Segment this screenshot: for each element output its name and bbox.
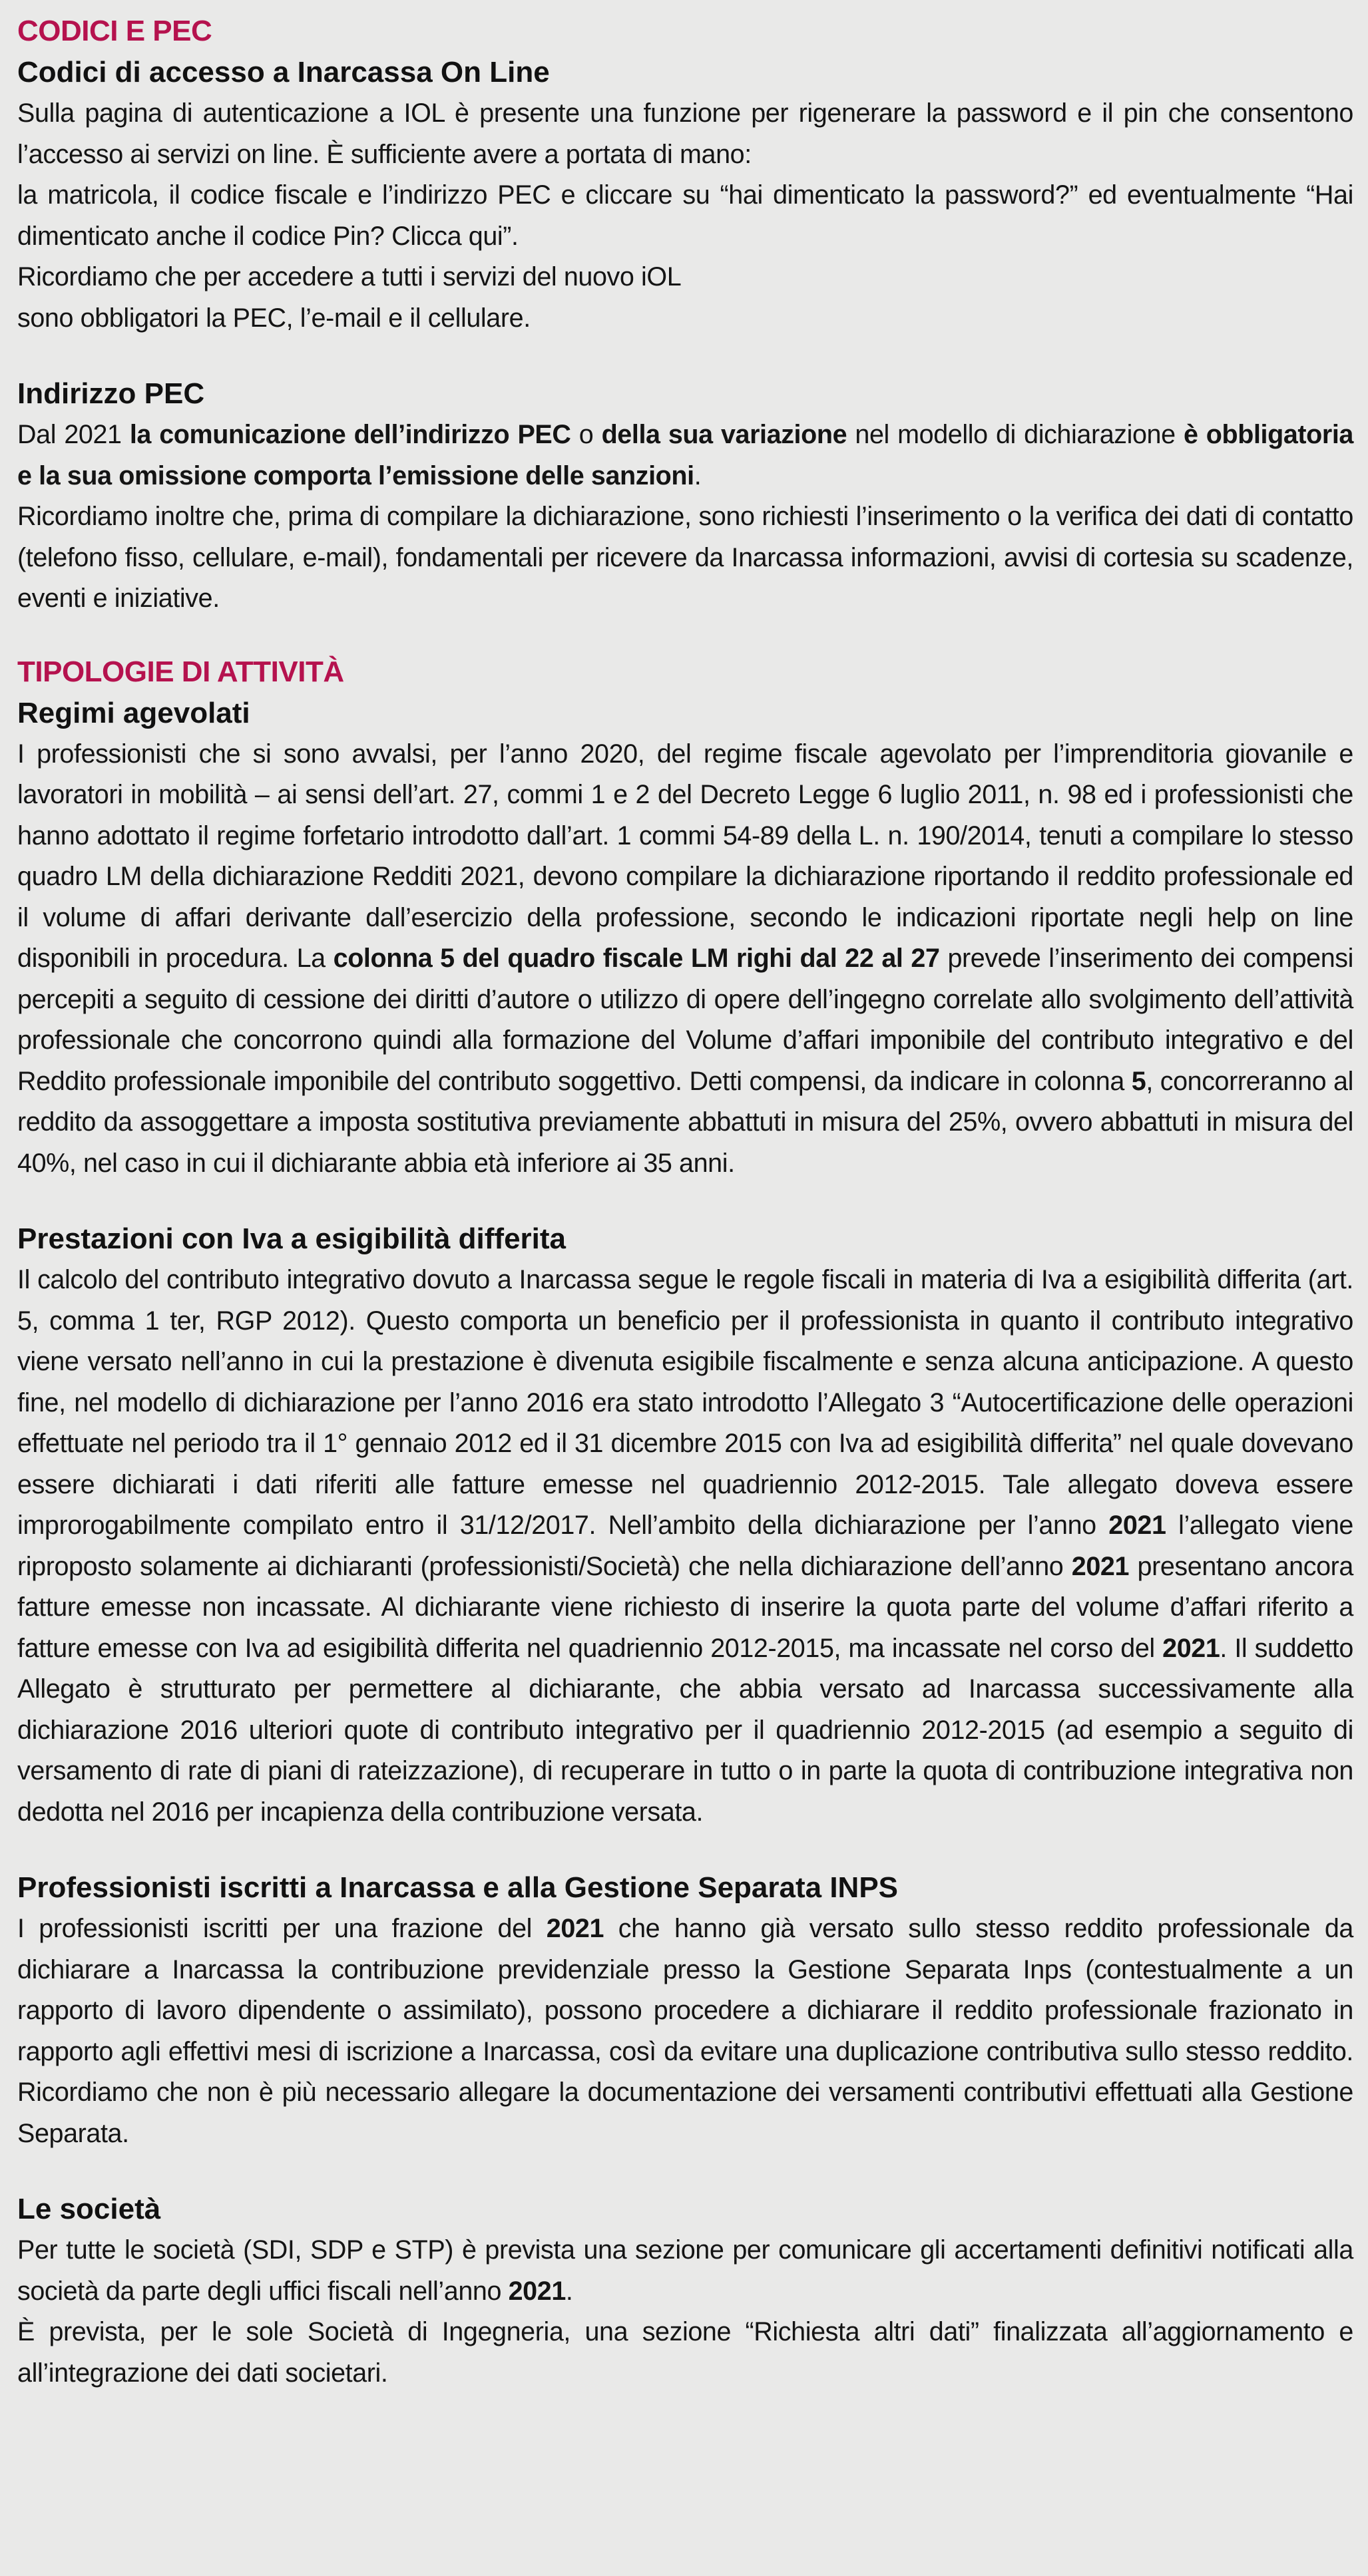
text-run: che hanno già versato sullo stesso reddito professionale da dichiarare a Inarcassa la contribuzione previdenziale presso la Gestione Separata Inps (contestualmente a un rapporto di lavoro dipendente o assimilato), possono procedere a dichiarare il reddito professionale frazionato in rapporto agli effettivi mesi di iscrizione a Inarcassa, così da evitare una duplicazione contributiva sullo stesso reddito. Ricordiamo che non è più necessario allegare la documentazione dei versamenti contributivi effettuati alla Gestione Separata. bbox=[17, 1914, 1353, 2148]
subheading-indirizzo-pec: Indirizzo PEC bbox=[17, 377, 205, 410]
paragraph-indirizzo-pec-1 bbox=[17, 415, 1353, 496]
subheading-codici-accesso: Codici di accesso a Inarcassa On Line bbox=[17, 56, 550, 89]
text-run: presentano ancora fatture emesse non incassate. Al dichiarante viene richiesto di inserire la quota parte del volume d’affari riferito a fatture emesse con Iva ad esigibilità differita nel quadriennio 2012-2015, ma incassate nel corso del bbox=[17, 1551, 1353, 1663]
bold-text: della sua variazione bbox=[601, 420, 847, 449]
text-run: , concorreranno al reddito da assoggettare a imposta sostitutiva previamente abbattuti in misura del 25%, ovvero abbattuti in misura del 40%, nel caso in cui il dichiarante abbia età inferiore ai 35 anni. bbox=[17, 1066, 1353, 1178]
spacer bbox=[17, 1833, 1353, 1867]
bold-text: colonna 5 del quadro fiscale LM righi dal 22 al 27 bbox=[333, 944, 940, 973]
text-run: Per tutte le società (SDI, SDP e STP) è prevista una sezione per comunicare gli accertamenti definitivi notificati alla società da parte degli uffici fiscali nell’anno bbox=[17, 2235, 1353, 2306]
text-run: . bbox=[565, 2276, 573, 2306]
paragraph-codici-accesso-2: la matricola, il codice fiscale e l’indirizzo PEC e cliccare su “hai dimenticato la password?” ed eventualmente “Hai dimenticato anche il codice Pin? Clicca qui”. bbox=[17, 180, 1353, 251]
bold-text: è obbligatoria e la sua omissione comporta l’emissione delle sanzioni bbox=[17, 420, 1353, 490]
paragraph-codici-accesso-4: sono obbligatori la PEC, l’e-mail e il cellulare. bbox=[17, 303, 531, 333]
text-run: nel modello di dichiarazione bbox=[847, 420, 1184, 449]
bold-year: 2021 bbox=[1108, 1511, 1166, 1540]
paragraph-iva-differita bbox=[17, 1260, 1353, 1833]
bold-year: 2021 bbox=[546, 1914, 604, 1943]
subheading-gestione-separata: Professionisti iscritti a Inarcassa e alla Gestione Separata INPS bbox=[17, 1871, 899, 1904]
text-run: Il calcolo del contributo integrativo dovuto a Inarcassa segue le regole fiscali in materia di Iva a esigibilità differita (art. 5, comma 1 ter, RGP 2012). Questo comporta un beneficio per il professionista in quanto il contributo integrativo viene versato nell’anno in cui la prestazione è divenuta esigibile fiscalmente e senza alcuna anticipazione. A questo fine, nel modello di dichiarazione per l’anno 2016 era stato introdotto l’Allegato 3 “Autocertificazione delle operazioni effettuate nel periodo tra il 1° gennaio 2012 ed il 31 dicembre 2015 con Iva ad esigibilità differita” nel quale dovevano essere dichiarati i dati riferiti alle fatture emesse nel quadriennio 2012-2015. Tale allegato doveva essere improrogabilmente compilato entro il 31/12/2017. Nell’ambito della dichiarazione per l’anno bbox=[17, 1265, 1353, 1540]
paragraph-regimi-agevolati bbox=[17, 734, 1353, 1185]
text-run: . Il suddetto Allegato è strutturato per permettere al dichiarante, che abbia versato ad Inarcassa successivamente alla dichiarazione 2016 ulteriori quote di contributo integrativo per il quadriennio 2012-2015 (ad esempio a seguito di versamento di rate di piani di rateizzazione), di recuperare in tutto o in parte la quota di contribuzione integrativa non dedotta nel 2016 per incapienza della contribuzione versata. bbox=[17, 1633, 1353, 1827]
spacer bbox=[17, 1184, 1353, 1218]
section-heading-codici-pec: CODICI E PEC bbox=[17, 15, 212, 47]
paragraph-codici-accesso-1: Sulla pagina di autenticazione a IOL è presente una funzione per rigenerare la password e il pin che consentono l’accesso ai servizi on line. È sufficiente avere a portata di mano: bbox=[17, 98, 1353, 169]
section-heading-tipologie: TIPOLOGIE DI ATTIVITÀ bbox=[17, 655, 344, 688]
text-run: prevede l’inserimento dei compensi percepiti a seguito di cessione dei diritti d’autore o utilizzo di opere dell’ingegno correlate allo svolgimento dell’attività professionale che concorrono quindi alla formazione del Volume d’affari imponibile del contributo integrativo e del Reddito professionale imponibile del contributo soggettivo. Detti compensi, da indicare in colonna bbox=[17, 944, 1354, 1096]
paragraph-societa-2: È prevista, per le sole Società di Ingegneria, una sezione “Richiesta altri dati” finalizzata all’aggiornamento e all’integrazione dei dati societari. bbox=[17, 2317, 1353, 2388]
text-run: I professionisti iscritti per una frazione del bbox=[17, 1914, 547, 1943]
paragraph-codici-accesso-3: Ricordiamo che per accedere a tutti i servizi del nuovo iOL bbox=[17, 262, 682, 291]
bold-text: la comunicazione dell’indirizzo PEC bbox=[129, 420, 571, 449]
bold-text: 5 bbox=[1131, 1066, 1146, 1096]
spacer bbox=[17, 2154, 1353, 2189]
paragraph-gestione-separata bbox=[17, 1909, 1353, 2154]
paragraph-societa-1 bbox=[17, 2230, 1353, 2312]
spacer bbox=[17, 620, 1353, 646]
spacer bbox=[17, 339, 1353, 373]
text-run: I professionisti che si sono avvalsi, per l’anno 2020, del regime fiscale agevolato per l’imprenditoria giovanile e lavoratori in mobilità – ai sensi dell’art. 27, commi 1 e 2 del Decreto Legge 6 luglio 2011, n. 98 ed i professionisti che hanno adottato il regime forfetario introdotto dall’art. 1 commi 54-89 della L. n. 190/2014, tenuti a compilare lo stesso quadro LM della dichiarazione Redditi 2021, devono compilare la dichiarazione riportando il reddito professionale ed il volume di affari derivante dall’esercizio della professione, secondo le indicazioni riportate negli help on line disponibili in procedura. La bbox=[17, 739, 1353, 973]
text-run: l’allegato viene riproposto solamente ai dichiaranti (professionisti/Società) che nella dichiarazione dell’anno bbox=[17, 1511, 1353, 1581]
text-run: Dal 2021 bbox=[17, 420, 130, 449]
bold-year: 2021 bbox=[1162, 1633, 1220, 1663]
bold-year: 2021 bbox=[508, 2276, 566, 2306]
text-run: o bbox=[570, 420, 602, 449]
bold-year: 2021 bbox=[1071, 1551, 1130, 1581]
subheading-iva-differita: Prestazioni con Iva a esigibilità differita bbox=[17, 1222, 567, 1255]
paragraph-indirizzo-pec-2: Ricordiamo inoltre che, prima di compilare la dichiarazione, sono richiesti l’inserimento o la verifica dei dati di contatto (telefono fisso, cellulare, e-mail), fondamentali per ricevere da Inarcassa informazioni, avvisi di cortesia su scadenze, eventi e iniziative. bbox=[17, 502, 1353, 613]
subheading-regimi-agevolati: Regimi agevolati bbox=[17, 696, 250, 729]
subheading-societa: Le società bbox=[17, 2193, 161, 2225]
text-run: . bbox=[694, 460, 702, 490]
